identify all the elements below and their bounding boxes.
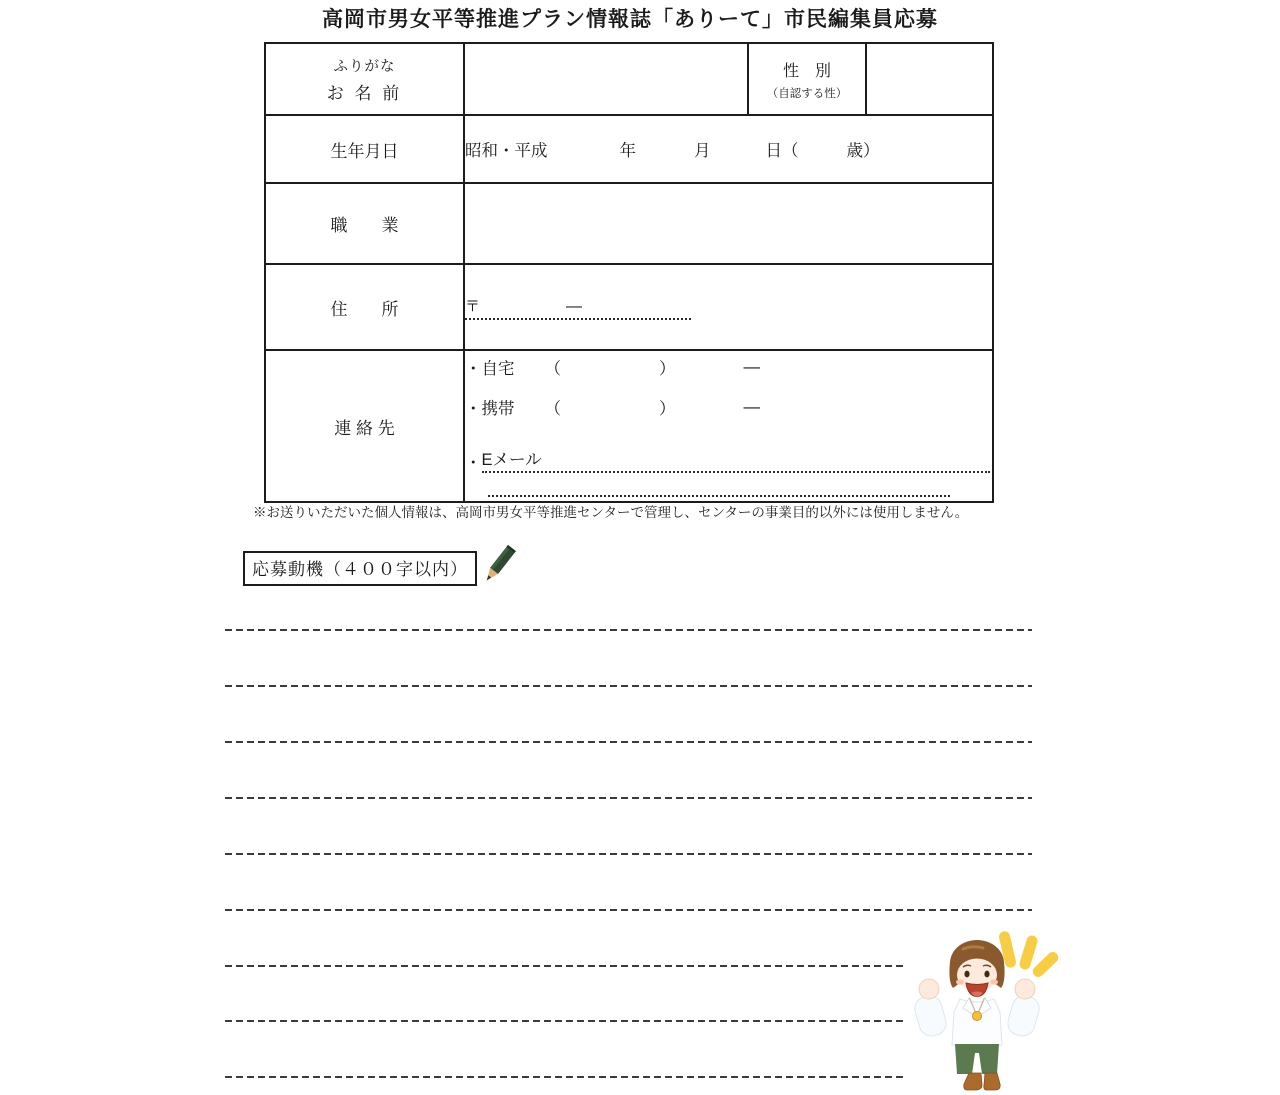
writing-line [225,853,1032,855]
writing-line [225,909,1032,911]
open-paren: （ [544,400,561,418]
bullet: ・ [465,454,482,472]
phone-dash: — [743,397,760,416]
writing-line [225,741,1032,743]
postal-dash: — [566,297,583,315]
month-suffix: 月 [694,142,711,160]
phone-dash: — [743,357,760,376]
occupation-label-cell [265,183,464,264]
privacy-note: ※お送りいただいた個人情報は、高岡市男女平等推進センターで管理し、センターの事業目的以外には使用しません。 [253,505,969,520]
home-phone-label: 自宅 [481,360,515,378]
address-label: 住 所 [330,299,399,319]
mobile-phone-label: 携帯 [481,400,515,418]
contact-label-cell [265,350,464,502]
birthdate-label: 生年月日 [330,141,399,161]
close-paren: ） [659,400,676,418]
name-label-cell [265,43,464,115]
postal-code-line[interactable] [465,295,691,320]
mobile-phone-row[interactable] [465,395,992,419]
page-title: 高岡市男女平等推進プラン情報誌「ありーて」市民編集員応募 [322,8,938,31]
writing-line [225,685,1032,687]
email-row[interactable] [465,446,992,473]
day-suffix: 日（ [765,142,799,160]
application-form-table [264,42,994,503]
name-label: お 名 前 [326,83,403,103]
motivation-heading: 応募動機（４００字以内） [252,560,468,579]
age-suffix: 歳） [846,142,880,160]
occupation-input-cell[interactable] [464,183,993,264]
email-input-line-2[interactable] [488,473,950,497]
postal-mark: 〒 [465,297,481,315]
email-input-line[interactable] [482,446,991,473]
contact-label: 連 絡 先 [334,418,395,438]
writing-line [225,797,1032,799]
gender-sublabel: （自認する性） [766,87,848,100]
pencil-icon [478,543,520,589]
bullet: ・ [465,400,482,418]
address-input-cell[interactable] [464,264,993,350]
gender-input-cell[interactable] [866,43,993,115]
contact-input-cell[interactable] [464,350,993,502]
bullet: ・ [465,360,482,378]
open-paren: （ [544,360,561,378]
close-paren: ） [659,360,676,378]
era-options: 昭和・平成 [465,142,548,160]
gender-label-cell [748,43,866,115]
writing-line [225,629,1032,631]
cheering-person-illustration [903,922,1085,1095]
year-suffix: 年 [619,142,636,160]
name-input-cell[interactable] [464,43,748,115]
email-label: Eメール [481,451,542,469]
gender-label: 性 別 [782,62,831,80]
birthdate-label-cell [265,115,464,183]
birthdate-input-cell[interactable] [464,115,993,183]
motivation-heading-box [243,551,477,586]
occupation-label: 職 業 [330,216,399,235]
address-label-cell [265,264,464,350]
home-phone-row[interactable] [465,355,992,379]
furigana-label: ふりがな [333,58,396,75]
